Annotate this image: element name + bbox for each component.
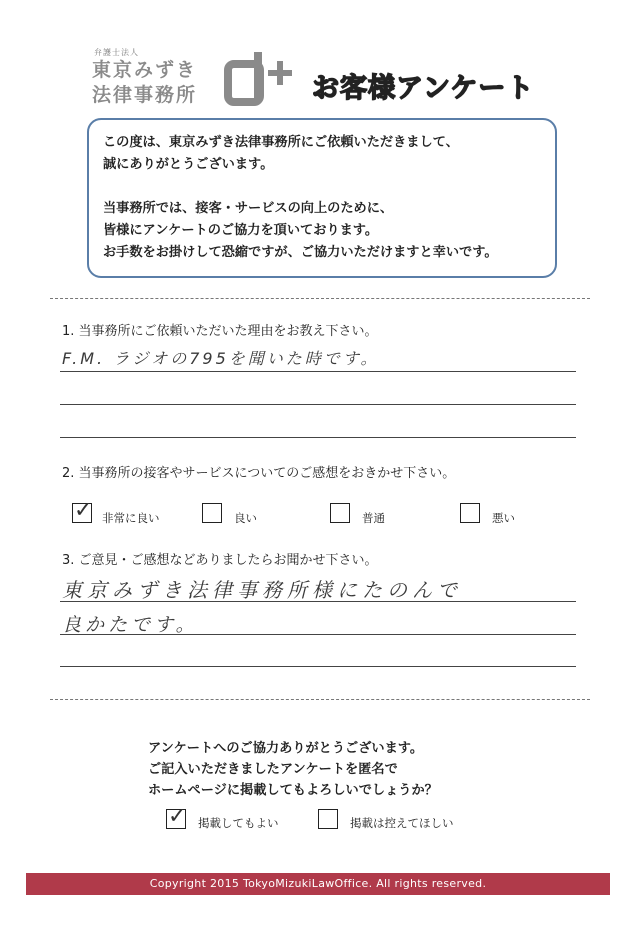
answer-line: [60, 404, 576, 405]
option-bad-checkbox[interactable]: [460, 503, 480, 523]
firm-logo-icon: [224, 48, 294, 106]
option-very-good-label: 非常に良い: [102, 511, 160, 525]
answer-line: [60, 371, 576, 372]
intro-line: この度は、東京みずき法律事務所にご依頼いただきまして、: [103, 135, 459, 150]
publish-ok-label: 掲載してもよい: [198, 816, 279, 830]
option-good-checkbox[interactable]: [202, 503, 222, 523]
answer-line: [60, 634, 576, 635]
firm-name: [92, 58, 197, 108]
intro-line: 誠にありがとうございます。: [103, 157, 274, 172]
intro-line: お手数をお掛けして恐縮ですが、ご協力いただけますと幸いです。: [103, 245, 498, 260]
closing-message: [148, 738, 438, 801]
question-2-label: 2. 当事務所の接客やサービスについてのご感想をおきかせ下さい。: [62, 466, 456, 481]
option-average-checkbox[interactable]: [330, 503, 350, 523]
question-1-answer[interactable]: F.M. ラジオの795を聞いた時です。: [62, 349, 380, 368]
copyright-footer: Copyright 2015 TokyoMizukiLawOffice. All rights reserved.: [26, 873, 610, 895]
publish-decline-label: 掲載は控えてほしい: [350, 816, 454, 830]
closing-line: ご記入いただきましたアンケートを匿名で: [148, 762, 398, 777]
option-bad-label: 悪い: [492, 511, 515, 525]
publish-ok-checkbox[interactable]: [166, 804, 187, 829]
check-mark-icon: ✓: [74, 498, 93, 523]
intro-line: 皆様にアンケートのご協力を頂いております。: [103, 223, 379, 238]
option-good-label: 良い: [234, 511, 257, 525]
option-very-good-checkbox[interactable]: [72, 498, 93, 523]
firm-name-line1: 東京みずき: [92, 59, 198, 81]
publish-decline-checkbox[interactable]: [318, 809, 338, 829]
intro-message-box: [87, 118, 557, 278]
answer-line: [60, 666, 576, 667]
firm-name-line2: 法律事務所: [92, 84, 198, 106]
closing-line: ホームページに掲載してもよろしいでしょうか？: [148, 783, 438, 798]
check-mark-icon: ✓: [168, 804, 187, 829]
closing-line: アンケートへのご協力ありがとうございます。: [148, 741, 424, 756]
question-3-label: 3. ご意見・ご感想などありましたらお聞かせ下さい。: [62, 553, 378, 568]
section-divider: [50, 699, 590, 700]
question-1-label: 1. 当事務所にご依頼いただいた理由をお教え下さい。: [62, 324, 378, 339]
question-3-answer-line2[interactable]: 良かたです。: [62, 614, 199, 636]
intro-line: 当事務所では、接客・サービスの向上のために、: [103, 201, 394, 216]
survey-title: お客様アンケート: [312, 73, 535, 104]
option-average-label: 普通: [362, 511, 385, 525]
answer-line: [60, 437, 576, 438]
answer-line: [60, 601, 576, 602]
question-3-answer-line1[interactable]: 東京みずき法律事務所様にたのんで: [62, 578, 462, 602]
section-divider: [50, 298, 590, 299]
firm-type-label: 弁護士法人: [94, 48, 139, 57]
